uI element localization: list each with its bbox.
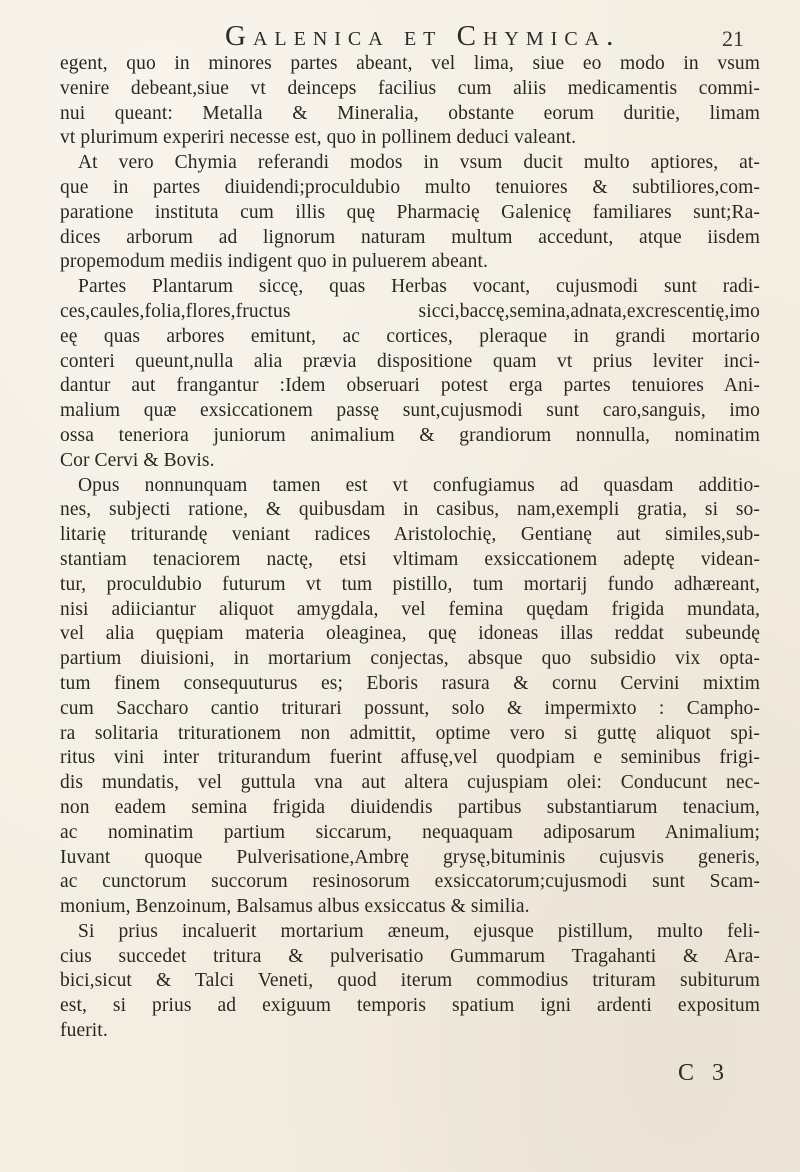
text-line: venire debeant,siue vt deinceps facilius cum aliis medicamentis commi- xyxy=(60,77,760,99)
text-line: litarię triturandę veniant radices Aristolochię, Gentianę aut similes,sub- xyxy=(60,524,760,546)
text-line: egent, quo in minores partes abeant, vel lima, siue eo modo in vsum xyxy=(60,53,760,74)
text-line: nisi adiiciantur aliquot amygdala, vel femina quędam frigida mundata, xyxy=(60,598,760,620)
text-line: Iuvant quoque Pulverisatione,Ambrę grysę,bituminis cujusvis generis, xyxy=(60,846,760,868)
text-line: bici,sicut & Talci Veneti, quod iterum commodius trituram subiturum xyxy=(60,970,760,992)
text-line: ac cunctorum succorum resinosorum exsiccatorum;cujusmodi sunt Scam- xyxy=(60,871,760,893)
text-line: non eadem semina frigida diuidendis partibus substantiarum tenacium, xyxy=(60,796,760,818)
text-line: Opus nonnunquam tamen est vt confugiamus ad quasdam additio- xyxy=(78,474,760,496)
text-line: nes, subjecti ratione, & quibusdam in casibus, nam,exempli gratia, si so- xyxy=(60,499,760,521)
text-line: eę quas arbores emitunt, ac cortices, pleraque in grandi mortario xyxy=(60,325,760,347)
text-line: ces,caules,folia,flores,fructus sicci,baccę,semina,adnata,excrescentię,imo xyxy=(60,300,760,322)
page-number: 21 xyxy=(722,26,744,51)
text-line: est, si prius ad exiguum temporis spatium igni ardenti expositum xyxy=(60,995,760,1017)
text-line: stantiam tenaciorem nactę, etsi vltimam exsiccationem adeptę videan- xyxy=(60,548,760,570)
text-line: tum finem consequuturus es; Eboris rasura & cornu Cervini mixtim xyxy=(60,672,760,694)
text-line: Si prius incaluerit mortarium æneum, ejusque pistillum, multo feli- xyxy=(78,920,760,942)
text-line: paratione instituta cum illis quę Pharmacię Galenicę familiares sunt;Ra- xyxy=(60,201,760,223)
text-line: monium, Benzoinum, Balsamus albus exsiccatus & similia. xyxy=(60,896,530,918)
text-line: propemodum mediis indigent quo in puluerem abeant. xyxy=(60,251,488,273)
text-line: conteri queunt,nulla alia prævia dispositione quam vt prius leviter inci- xyxy=(60,350,760,372)
text-line: vt plurimum experiri necesse est, quo in pollinem deduci valeant. xyxy=(60,127,577,149)
running-head xyxy=(0,16,800,56)
text-line: Partes Plantarum siccę, quas Herbas vocant, cujusmodi sunt radi- xyxy=(78,276,760,298)
text-line: ra solitaria triturationem non admittit, optime vero si guttę aliquot spi- xyxy=(60,722,760,744)
text-line: que in partes diuidendi;proculdubio multo tenuiores & subtiliores,com- xyxy=(60,176,760,198)
signature-mark: C 3 xyxy=(677,1060,730,1086)
text-line: cum Saccharo cantio triturari possunt, solo & impermixto : Campho- xyxy=(60,697,760,719)
body-text xyxy=(60,52,760,1044)
text-line: fuerit. xyxy=(60,1020,108,1042)
text-line: tur, proculdubio futurum vt tum pistillo, tum mortarij fundo adhæreant, xyxy=(60,573,760,595)
text-line: malium quæ exsiccationem passę sunt,cujusmodi sunt caro,sanguis, imo xyxy=(60,400,760,422)
text-line: cius succedet tritura & pulverisatio Gummarum Tragahanti & Ara- xyxy=(60,945,760,967)
running-title: Galenica et Chymica. xyxy=(225,20,621,52)
text-line: nui queant: Metalla & Mineralia, obstante eorum duritie, limam xyxy=(60,102,760,124)
text-line: vel alia quępiam materia oleaginea, quę idoneas illas reddat subeundę xyxy=(60,623,760,645)
text-line: At vero Chymia referandi modos in vsum ducit multo aptiores, at- xyxy=(78,152,760,174)
text-line: ritus vini inter triturandum fuerint affusę,vel quodpiam e seminibus frigi- xyxy=(60,747,760,769)
text-line: ossa teneriora juniorum animalium & grandiorum nonnulla, nominatim xyxy=(60,424,760,446)
text-line: dices arborum ad lignorum naturam multum accedunt, atque iisdem xyxy=(60,226,760,248)
text-line: dantur aut frangantur :Idem obseruari potest erga partes tenuiores Ani- xyxy=(60,375,760,397)
text-line: ac nominatim partium siccarum, nequaquam adiposarum Animalium; xyxy=(60,821,760,843)
text-line: partium diuisioni, in mortarium conjectas, absque quo subsidio vix opta- xyxy=(60,648,760,670)
text-line: Cor Cervi & Bovis. xyxy=(60,449,215,471)
text-line: dis mundatis, vel guttula vna aut altera cujuspiam olei: Conducunt nec- xyxy=(60,772,760,794)
